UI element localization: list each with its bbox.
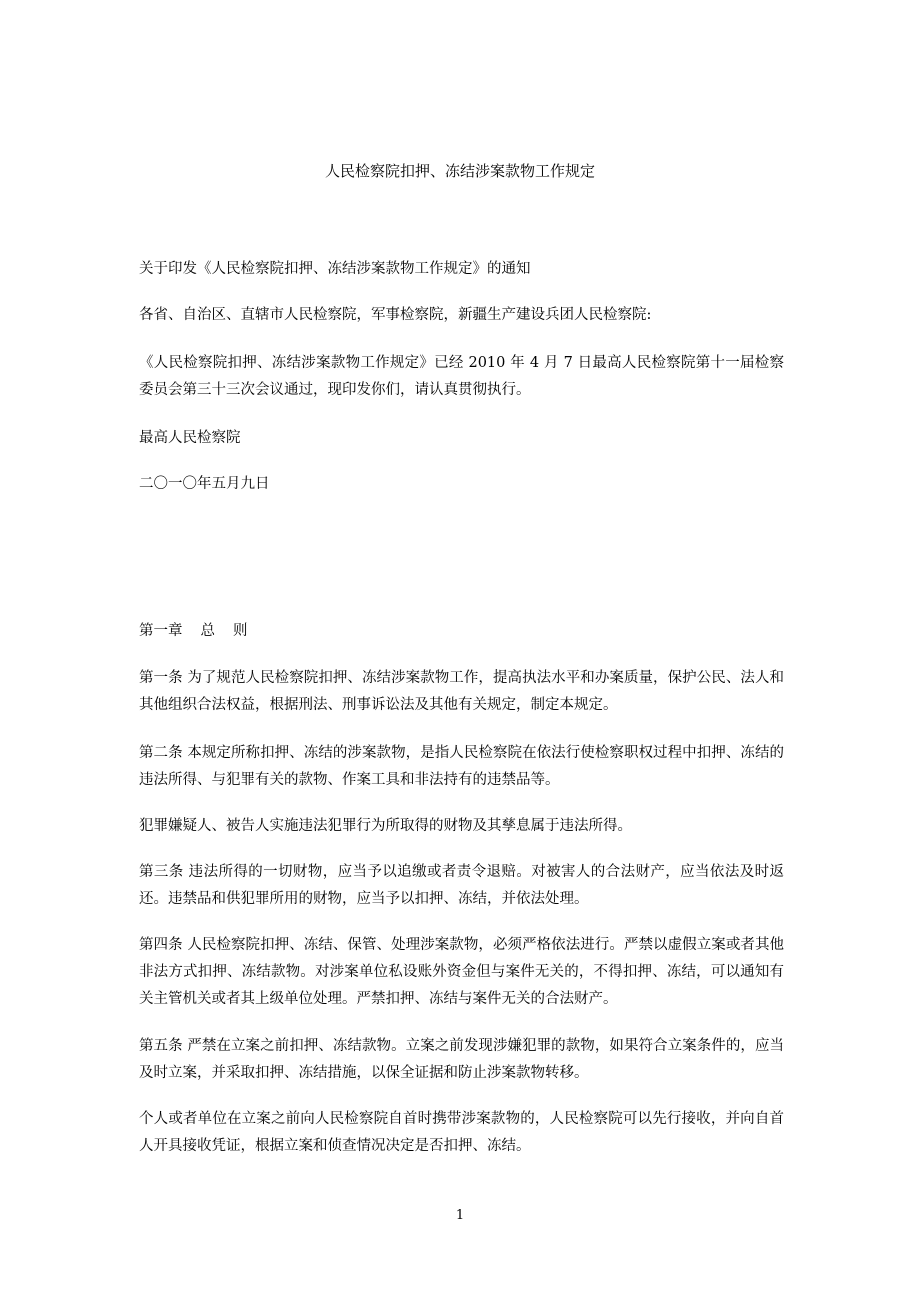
issue-date: 二〇一〇年五月九日 (139, 476, 270, 492)
issuer-signature: 最高人民检察院 (139, 430, 241, 446)
notice-heading: 关于印发《人民检察院扣押、冻结涉案款物工作规定》的通知 (139, 261, 531, 277)
article-5-clause: 个人或者单位在立案之前向人民检察院自首时携带涉案款物的，人民检察院可以先行接收，并向自首人开具接收凭证，根据立案和侦查情况决定是否扣押、冻结。 (139, 1111, 784, 1154)
article-3: 第三条 违法所得的一切财物，应当予以追缴或者责令退赔。对被害人的合法财产，应当依法及时返还。违禁品和供犯罪所用的财物，应当予以扣押、冻结，并依法处理。 (139, 864, 784, 907)
chapter-number: 第一章 (139, 623, 183, 639)
article-2: 第二条 本规定所称扣押、冻结的涉案款物，是指人民检察院在依法行使检察职权过程中扣押、冻结的违法所得、与犯罪有关的款物、作案工具和非法持有的违禁品等。 (139, 745, 784, 788)
page-number: 1 (455, 1208, 465, 1223)
intro-paragraph: 《人民检察院扣押、冻结涉案款物工作规定》已经 2010 年 4 月 7 日最高人民检察院第十一届检察委员会第三十三次会议通过，现印发你们，请认真贯彻执行。 (139, 355, 784, 398)
article-4: 第四条 人民检察院扣押、冻结、保管、处理涉案款物，必须严格依法进行。严禁以虚假立案或者其他非法方式扣押、冻结款物。对涉案单位私设账外资金但与案件无关的，不得扣押、冻结，可以通知有关主管机关或者其上级单位处理。严禁扣押、冻结与案件无关的合法财产。 (139, 937, 784, 1007)
chapter-name-part1: 总 (200, 623, 215, 639)
article-2-clause: 犯罪嫌疑人、被告人实施违法犯罪行为所取得的财物及其孳息属于违法所得。 (139, 818, 632, 834)
chapter-name-part2: 则 (233, 623, 248, 639)
chapter-heading (139, 618, 784, 645)
recipients-line: 各省、自治区、直辖市人民检察院，军事检察院，新疆生产建设兵团人民检察院: (139, 307, 652, 323)
article-5: 第五条 严禁在立案之前扣押、冻结款物。立案之前发现涉嫌犯罪的款物，如果符合立案条件的，应当及时立案，并采取扣押、冻结措施，以保全证据和防止涉案款物转移。 (139, 1038, 784, 1081)
article-1: 第一条 为了规范人民检察院扣押、冻结涉案款物工作，提高执法水平和办案质量，保护公民、法人和其他组织合法权益，根据刑法、刑事诉讼法及其他有关规定，制定本规定。 (139, 670, 784, 713)
document-title: 人民检察院扣押、冻结涉案款物工作规定 (324, 162, 595, 180)
